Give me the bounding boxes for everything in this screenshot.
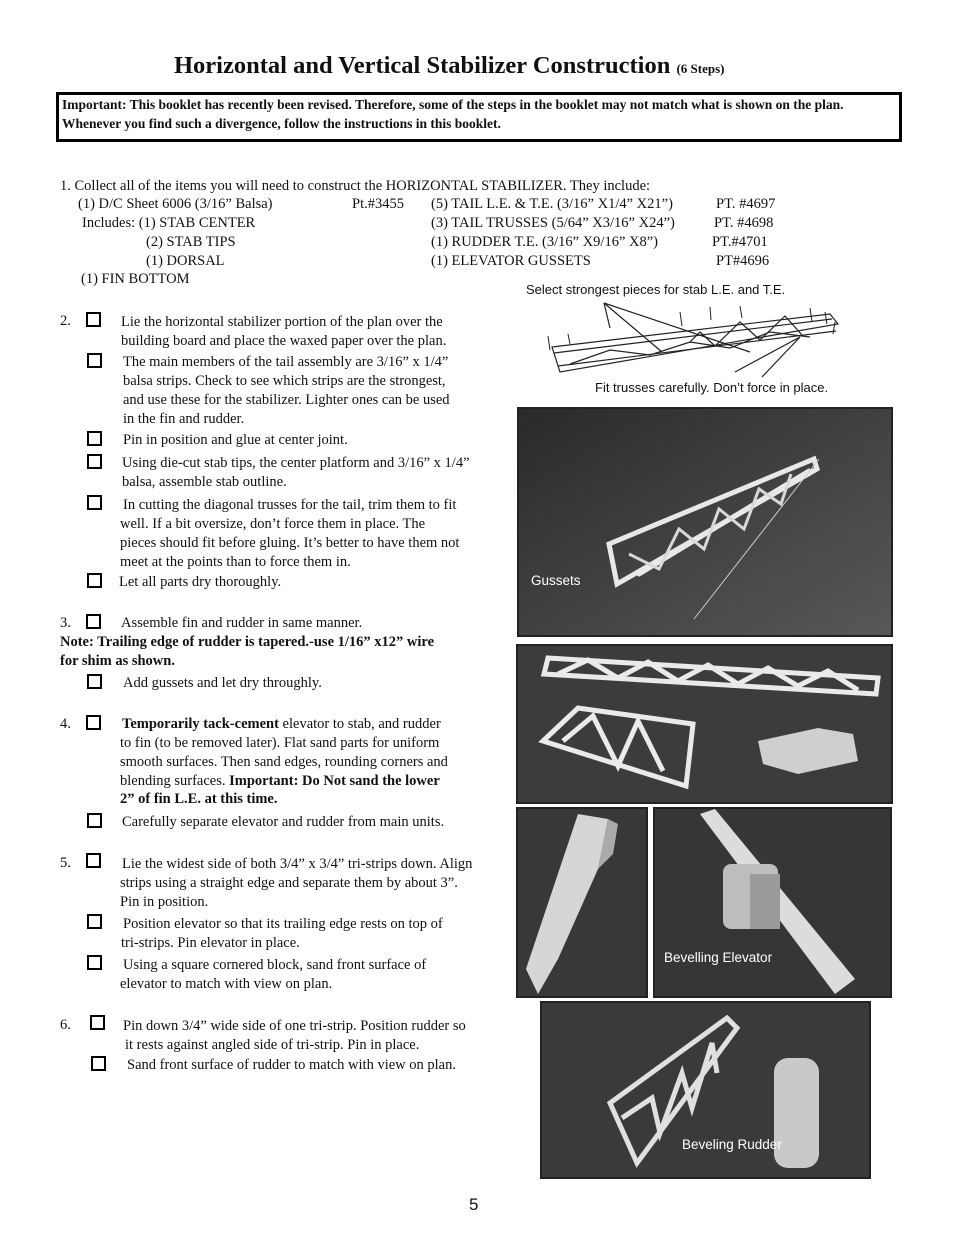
step5-checkbox-1[interactable] [87,914,102,929]
stab-diagram [540,302,840,380]
step5-item-1-line-1: tri-strips. Pin elevator in place. [121,935,300,951]
step4-line-1 [122,716,441,733]
step5-checkbox-2[interactable] [87,955,102,970]
step6-number: 6. [60,1017,71,1033]
photo-tri-strips [516,807,648,998]
step4-item: Carefully separate elevator and rudder from main units. [122,814,445,830]
caption-beveling-rudder: Beveling Rudder [682,1137,782,1152]
step1-left-2: (2) STAB TIPS [146,234,236,250]
step5-item-0-line-1: strips using a straight edge and separate them by about 3”. [120,875,458,891]
photo-bevelling-elevator [653,807,892,998]
step5-item-2 [120,956,426,994]
step4-line-4b: Important: Do Not sand the lower [229,773,440,789]
step4-line-2: to fin (to be removed later). Flat sand parts for uniform [120,735,440,751]
step4-line-4 [120,773,440,790]
step6-checkbox-0[interactable] [90,1015,105,1030]
step2-item-4-line-1: well. If a bit oversize, don’t force them in place. The [120,516,426,532]
revision-notice: Important: This booklet has recently been revised. Therefore, some of the steps in the booklet may not match what is shown on the plan. Whenever you find such a divergence, follow the instructions in this booklet. [56,92,902,142]
step1-part-2: PT.#4701 [712,234,768,250]
step2-checkbox-1[interactable] [87,353,102,368]
stab-and-fin-illustration [518,646,891,802]
step3-line: Assemble fin and rudder in same manner. [121,615,363,631]
step2-item-1 [123,353,450,429]
step5-item-0 [120,855,472,912]
step2-item-4-line-0: In cutting the diagonal trusses for the tail, trim them to fit [123,497,457,513]
step5-item-1-line-0: Position elevator so that its trailing edge rests on top of [123,916,443,932]
step2-checkbox-3[interactable] [87,454,102,469]
step2-item-0 [121,313,446,351]
diagram-caption-top: Select strongest pieces for stab L.E. and T.E. [526,282,786,297]
step1-part-1: PT. #4698 [714,215,774,231]
step1-part-3: PT#4696 [716,253,770,269]
step5-item-1 [121,915,443,953]
step1-left-3: (1) DORSAL [146,253,225,269]
photo-beveling-rudder [540,1001,871,1179]
step1-right-1: (3) TAIL TRUSSES (5/64” X3/16” X24”) [431,215,675,231]
step2-item-3-line-1: balsa, assemble stab outline. [122,474,287,490]
step6-item-0-line-1: it rests against angled side of tri-strip. Pin in place. [125,1037,420,1053]
step1-part-0: PT. #4697 [716,196,776,212]
step4-line-5: 2” of fin L.E. at this time. [120,791,278,807]
step5-item-2-line-0: Using a square cornered block, sand front surface of [123,957,427,973]
page-number: 5 [469,1195,479,1214]
step5-number: 5. [60,855,71,871]
caption-gussets: Gussets [531,573,581,588]
diagram-caption-bottom: Fit trusses carefully. Don’t force in place. [595,380,829,395]
step1-intro: 1. Collect all of the items you will need to construct the HORIZONTAL STABILIZER. They include: [60,178,651,194]
step2-item-4-line-3: meet at the points than to force them in. [120,554,351,570]
step1-left-1: Includes: (1) STAB CENTER [82,215,256,231]
step3-note-line-1: Note: Trailing edge of rudder is tapered.-use 1/16” x12” wire [60,634,435,650]
step1-left-4: (1) FIN BOTTOM [81,271,190,287]
step2-item-0-line-0: Lie the horizontal stabilizer portion of the plan over the [121,314,443,330]
step5-item-0-line-2: Pin in position. [120,894,209,910]
step4-line-3: smooth surfaces. Then sand edges, rounding corners and [120,754,448,770]
step1-left-0: (1) D/C Sheet 6006 (3/16” Balsa) [78,196,273,212]
title-text: Horizontal and Vertical Stabilizer Construction [174,52,671,79]
tri-strips-illustration [518,809,646,996]
photo-stab-gussets [517,407,893,637]
step2-item-2: Pin in position and glue at center joint. [123,432,348,448]
step2-item-1-line-0: The main members of the tail assembly are 3/16” x 1/4” [123,354,449,370]
step3-item: Add gussets and let dry throughly. [123,675,322,691]
step4-checkbox-0[interactable] [86,715,101,730]
step4-bold-lead: Temporarily tack-cement [122,716,279,732]
step2-checkbox-4[interactable] [87,495,102,510]
step4-number: 4. [60,716,71,732]
step2-item-1-line-3: in the fin and rudder. [123,411,245,427]
step3-checkbox-0[interactable] [86,614,101,629]
step2-item-4 [120,496,459,572]
step2-checkbox-2[interactable] [87,431,102,446]
step2-checkbox-0[interactable] [86,312,101,327]
step2-item-1-line-1: balsa strips. Check to see which strips are the strongest, [123,373,446,389]
step1-left-part: Pt.#3455 [352,196,404,212]
step1-right-2: (1) RUDDER T.E. (3/16” X9/16” X8”) [431,234,658,250]
step2-item-4-line-2: pieces should fit before gluing. It’s better to have them not [120,535,460,551]
step3-checkbox-1[interactable] [87,674,102,689]
stab-frame-illustration [519,409,891,635]
step2-number: 2. [60,313,71,329]
step6-checkbox-1[interactable] [91,1056,106,1071]
title-steps: (6 Steps) [676,61,725,76]
page-title [174,52,725,80]
step2-item-3-line-0: Using die-cut stab tips, the center platform and 3/16” x 1/4” [122,455,470,471]
step6-item-0 [123,1017,466,1055]
step2-item-0-line-1: building board and place the waxed paper over the plan. [121,333,447,349]
step2-item-3 [122,454,470,492]
step4-line-1-rest: elevator to stab, and rudder [278,716,441,732]
step2-checkbox-5[interactable] [87,573,102,588]
photo-stab-and-fin [516,644,893,804]
step4-line-4a: blending surfaces. [120,773,230,789]
step1-right-0: (5) TAIL L.E. & T.E. (3/16” X1/4” X21”) [431,196,673,212]
step1-right-3: (1) ELEVATOR GUSSETS [431,253,591,269]
step3-note-line-2: for shim as shown. [60,653,175,669]
step6-item-0-line-0: Pin down 3/4” wide side of one tri-strip. Position rudder so [123,1018,466,1034]
bevelling-elevator-illustration [655,809,890,996]
step5-item-0-line-0: Lie the widest side of both 3/4” x 3/4” tri-strips down. Align [122,856,473,872]
caption-bevelling-elevator: Bevelling Elevator [664,950,773,965]
step5-checkbox-0[interactable] [86,853,101,868]
step2-item-1-line-2: and use these for the stabilizer. Lighter ones can be used [123,392,450,408]
step6-item-1: Sand front surface of rudder to match with view on plan. [127,1057,456,1073]
step3-number: 3. [60,615,71,631]
step4-checkbox-1[interactable] [87,813,102,828]
step5-item-2-line-1: elevator to match with view on plan. [120,976,333,992]
step2-item-5: Let all parts dry thoroughly. [119,574,282,590]
